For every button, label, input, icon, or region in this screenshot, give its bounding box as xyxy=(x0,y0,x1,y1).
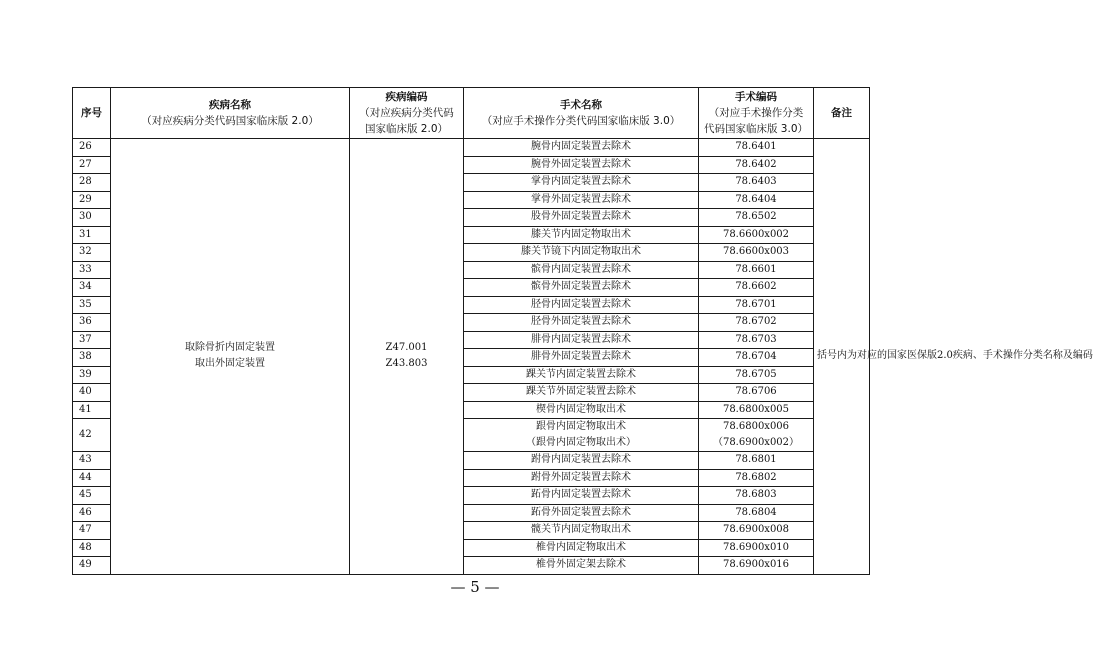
surgery-code-line: 78.6401 xyxy=(735,141,777,152)
surgery-code-cell xyxy=(699,504,814,522)
surgery-code-line: 78.6900x010 xyxy=(722,541,790,553)
header-seq: 序号 xyxy=(73,88,111,139)
surgery-name-line: 踝关节外固定装置去除术 xyxy=(526,386,636,397)
surgery-name-cell xyxy=(464,191,699,209)
surgery-name-line: 髌骨外固定装置去除术 xyxy=(531,281,631,292)
surgery-code-line: 78.6900x016 xyxy=(722,559,790,570)
surgery-code-line: 78.6800x005 xyxy=(722,403,790,415)
surgery-code-line: 78.6705 xyxy=(735,368,777,380)
disease-name-cell xyxy=(111,139,350,575)
surgery-name-cell xyxy=(464,401,699,419)
table-row xyxy=(73,139,870,157)
header-surgery-name-title: 手术名称 xyxy=(560,99,602,111)
surgery-name-cell xyxy=(464,504,699,522)
row-seq: 44 xyxy=(73,469,111,487)
surgery-code-cell xyxy=(699,279,814,297)
header-surgery-name-sub: （对应手术操作分类代码国家临床版 3.0） xyxy=(481,115,681,127)
surgery-code-cell xyxy=(699,174,814,192)
surgery-name-cell xyxy=(464,366,699,384)
row-seq: 28 xyxy=(73,174,111,192)
surgery-name-cell xyxy=(464,452,699,470)
surgery-code-line: 78.6900x008 xyxy=(722,524,790,535)
surgery-name-line: 跗骨外固定装置去除术 xyxy=(531,471,631,483)
surgery-name-line: 腓骨外固定装置去除术 xyxy=(531,351,631,362)
header-surgery-code-sub1: （对应手术操作分类 xyxy=(708,107,804,119)
note-cell: 括号内为对应的国家医保版2.0疾病、手术操作分类名称及编码 xyxy=(814,139,870,575)
surgery-code-line: 78.6706 xyxy=(735,386,777,397)
surgery-code-cell xyxy=(699,156,814,174)
surgery-name-line: 胫骨外固定装置去除术 xyxy=(531,316,631,327)
surgery-name-cell xyxy=(464,261,699,279)
surgery-code-cell xyxy=(699,487,814,505)
header-disease-code-sub2: 国家临床版 2.0） xyxy=(364,123,449,135)
surgery-code-line: 78.6600x003 xyxy=(722,246,790,257)
surgery-name-line: 掌骨外固定装置去除术 xyxy=(531,193,631,205)
surgery-name-line: 跖骨外固定装置去除术 xyxy=(531,506,631,518)
header-disease-name-title: 疾病名称 xyxy=(209,99,251,111)
surgery-name-cell xyxy=(464,384,699,402)
row-seq: 27 xyxy=(73,156,111,174)
surgery-name-cell xyxy=(464,279,699,297)
surgery-name-line: 膝关节镜下内固定物取出术 xyxy=(521,246,641,257)
row-seq: 43 xyxy=(73,452,111,470)
surgery-name-cell xyxy=(464,174,699,192)
surgery-name-line: （跟骨内固定物取出术） xyxy=(526,437,636,448)
surgery-name-cell xyxy=(464,349,699,367)
surgery-name-cell xyxy=(464,296,699,314)
surgery-code-cell xyxy=(699,244,814,262)
row-seq: 35 xyxy=(73,296,111,314)
surgery-name-cell xyxy=(464,487,699,505)
surgery-name-line: 掌骨内固定装置去除术 xyxy=(531,176,631,187)
surgery-code-line: 78.6402 xyxy=(735,158,777,170)
surgery-code-cell xyxy=(699,349,814,367)
surgery-code-line: 78.6404 xyxy=(735,193,777,205)
surgery-name-line: 膝关节内固定物取出术 xyxy=(531,228,631,240)
header-surgery-code xyxy=(699,88,814,139)
surgery-name-cell xyxy=(464,557,699,575)
surgery-name-cell xyxy=(464,469,699,487)
surgery-name-cell xyxy=(464,522,699,540)
surgery-name-line: 股骨外固定装置去除术 xyxy=(531,211,631,222)
surgery-code-cell xyxy=(699,314,814,332)
surgery-code-line: 78.6802 xyxy=(735,471,777,483)
header-disease-code-sub1: （对应疾病分类代码 xyxy=(359,107,454,119)
row-seq: 37 xyxy=(73,331,111,349)
row-seq: 30 xyxy=(73,209,111,227)
surgery-code-table xyxy=(72,87,1093,575)
surgery-code-line: 78.6502 xyxy=(735,211,777,222)
surgery-code-line: 78.6803 xyxy=(735,489,777,500)
row-seq: 29 xyxy=(73,191,111,209)
row-seq: 39 xyxy=(73,366,111,384)
surgery-code-line: 78.6801 xyxy=(735,454,777,465)
disease-name-line: 取出外固定装置 xyxy=(195,358,265,370)
surgery-name-cell xyxy=(464,226,699,244)
header-disease-code xyxy=(350,88,464,139)
surgery-name-line: 跖骨内固定装置去除术 xyxy=(531,489,631,500)
row-seq: 49 xyxy=(73,557,111,575)
surgery-name-line: 椎骨外固定架去除术 xyxy=(536,559,626,570)
surgery-name-line: 跗骨内固定装置去除术 xyxy=(531,454,631,465)
surgery-code-cell xyxy=(699,366,814,384)
row-seq: 32 xyxy=(73,244,111,262)
surgery-code-cell xyxy=(699,226,814,244)
surgery-name-cell xyxy=(464,539,699,557)
surgery-code-line: 78.6800x006 xyxy=(722,421,790,432)
table-body xyxy=(73,139,1093,575)
surgery-code-line: 78.6601 xyxy=(735,263,777,275)
row-seq: 47 xyxy=(73,522,111,540)
row-seq: 48 xyxy=(73,539,111,557)
surgery-code-line: 78.6701 xyxy=(735,298,777,310)
row-seq: 31 xyxy=(73,226,111,244)
surgery-code-cell xyxy=(699,522,814,540)
surgery-code-line: 78.6600x002 xyxy=(722,228,790,240)
header-surgery-code-sub2: 代码国家临床版 3.0） xyxy=(703,123,809,135)
surgery-code-line: 78.6403 xyxy=(735,176,777,187)
surgery-name-line: 腓骨内固定装置去除术 xyxy=(531,333,631,345)
surgery-name-line: 楔骨内固定物取出术 xyxy=(536,403,626,415)
surgery-name-cell xyxy=(464,331,699,349)
surgery-code-cell xyxy=(699,384,814,402)
header-disease-code-title: 疾病编码 xyxy=(385,91,428,103)
surgery-code-cell xyxy=(699,261,814,279)
header-surgery-code-title: 手术编码 xyxy=(735,91,777,103)
surgery-name-cell xyxy=(464,314,699,332)
surgery-code-cell xyxy=(699,139,814,157)
surgery-code-line: 78.6702 xyxy=(735,316,777,327)
surgery-name-cell xyxy=(464,209,699,227)
surgery-code-cell xyxy=(699,469,814,487)
row-seq: 33 xyxy=(73,261,111,279)
surgery-name-line: 髋关节内固定物取出术 xyxy=(531,524,631,535)
header-note: 备注 xyxy=(814,88,870,139)
surgery-code-line: 78.6804 xyxy=(735,506,777,518)
row-seq: 26 xyxy=(73,139,111,157)
header-disease-name xyxy=(111,88,350,139)
row-seq: 36 xyxy=(73,314,111,332)
surgery-code-cell xyxy=(699,191,814,209)
row-seq: 45 xyxy=(73,487,111,505)
surgery-name-line: 髌骨内固定装置去除术 xyxy=(531,263,631,275)
row-seq: 38 xyxy=(73,349,111,367)
table-header-row xyxy=(73,88,870,139)
surgery-code-cell xyxy=(699,209,814,227)
surgery-code-cell xyxy=(699,401,814,419)
row-seq: 46 xyxy=(73,504,111,522)
surgery-name-cell xyxy=(464,139,699,157)
surgery-code-cell xyxy=(699,296,814,314)
surgery-code-line: 78.6602 xyxy=(735,281,777,292)
row-seq: 41 xyxy=(73,401,111,419)
surgery-code-cell xyxy=(699,452,814,470)
surgery-code-line: （78.6900x002） xyxy=(712,437,800,448)
header-disease-name-sub: （对应疾病分类代码国家临床版 2.0） xyxy=(141,115,319,127)
surgery-name-cell xyxy=(464,419,699,452)
surgery-name-line: 腕骨外固定装置去除术 xyxy=(531,158,631,170)
surgery-code-cell xyxy=(699,557,814,575)
disease-name-line: 取除骨折内固定装置 xyxy=(185,341,275,353)
surgery-name-cell xyxy=(464,156,699,174)
surgery-code-cell xyxy=(699,331,814,349)
surgery-name-cell xyxy=(464,244,699,262)
row-seq: 40 xyxy=(73,384,111,402)
row-seq: 34 xyxy=(73,279,111,297)
disease-code-cell xyxy=(350,139,464,575)
disease-code-line: Z47.001 xyxy=(385,341,428,353)
header-surgery-name xyxy=(464,88,699,139)
disease-code-line: Z43.803 xyxy=(385,358,428,370)
surgery-name-line: 椎骨内固定物取出术 xyxy=(536,541,626,553)
surgery-code-cell xyxy=(699,419,814,452)
surgery-name-line: 踝关节内固定装置去除术 xyxy=(526,368,636,380)
surgery-code-line: 78.6704 xyxy=(735,351,777,362)
row-seq: 42 xyxy=(73,419,111,452)
surgery-code-cell xyxy=(699,539,814,557)
page-number: — 5 — xyxy=(450,578,500,596)
surgery-name-line: 胫骨内固定装置去除术 xyxy=(531,298,631,310)
surgery-name-line: 跟骨内固定物取出术 xyxy=(536,421,626,432)
surgery-code-line: 78.6703 xyxy=(735,333,777,345)
surgery-name-line: 腕骨内固定装置去除术 xyxy=(531,141,631,152)
